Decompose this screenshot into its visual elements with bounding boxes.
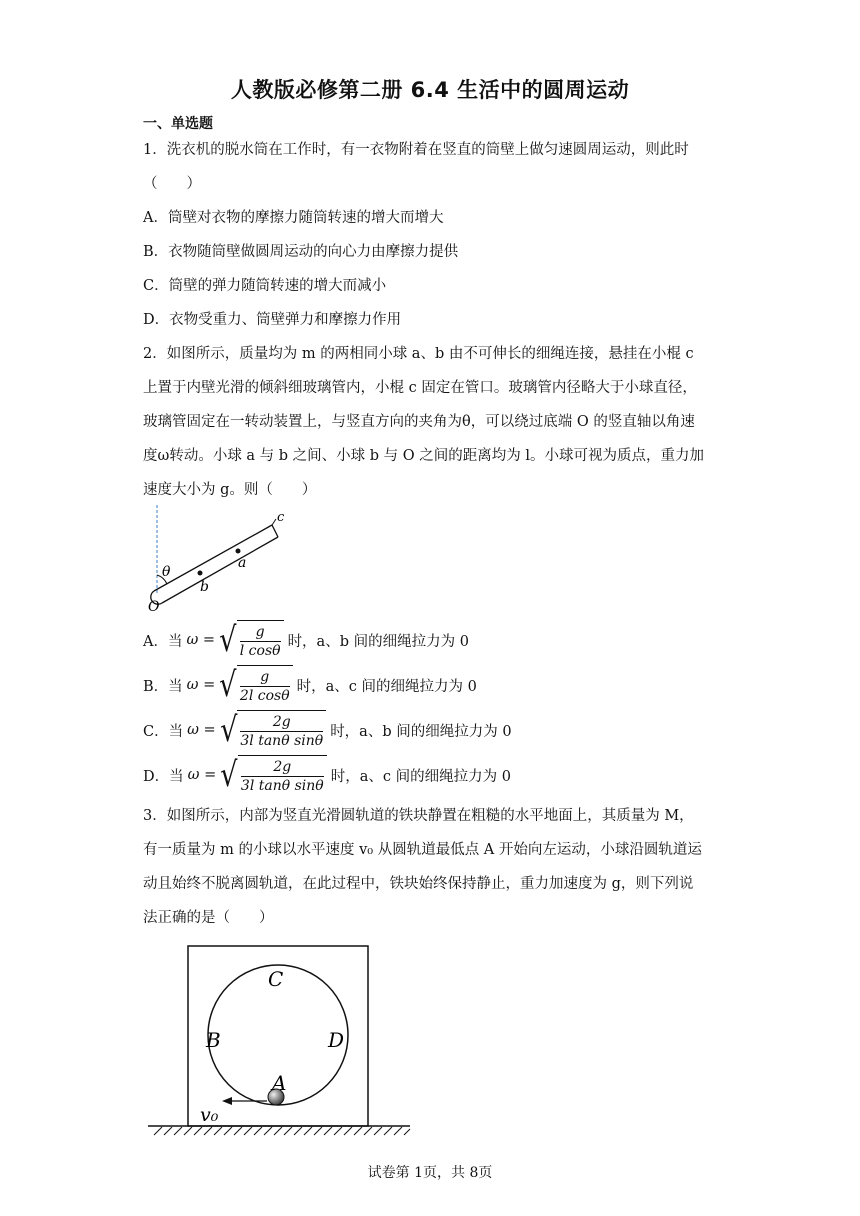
q1-option-c: C．筒壁的弹力随筒转速的增大而减小 [143,278,387,294]
page-footer: 试卷第 1页，共 8页 [367,1165,493,1181]
q1-option-a: A．筒壁对衣物的摩擦力随筒转速的增大而增大 [143,210,444,226]
label-point-a: A [272,1071,287,1095]
fraction-numerator: g [240,668,290,687]
q1-stem-line-1: 1．洗衣机的脱水筒在工作时，有一衣物附着在竖直的筒壁上做匀速圆周运动，则此时 [143,142,689,158]
option-tail: 时，a、c 间的细绳拉力为 0 [330,768,511,785]
q3-stem-line-2: 有一质量为 m 的小球以水平速度 v₀ 从圆轨道最低点 A 开始向左运动，小球沿圆轨道运 [143,842,702,858]
q3-stem-line-3: 动且始终不脱离圆轨道，在此过程中，铁块始终保持静止，重力加速度为 g，则下列说 [143,876,694,892]
ball-b [198,571,203,576]
label-v0: v₀ [200,1104,219,1126]
fraction-denominator: 3l tanθ sinθ [240,778,324,794]
label-theta: θ [162,564,171,580]
option-tail: 时，a、c 间的细绳拉力为 0 [296,678,477,695]
stick-c [272,519,276,525]
option-tail: 时，a、b 间的细绳拉力为 0 [330,723,512,740]
omega-eq: ω = [187,767,217,783]
label-b: b [200,579,209,595]
ball-a [236,549,241,554]
q3-track-figure [148,940,418,1145]
label-point-c: C [268,967,284,991]
fraction-numerator: g [240,623,281,642]
fraction-denominator: l cosθ [239,643,281,659]
option-label: C．当 [143,723,184,740]
q2-option-b [143,665,477,705]
q2-option-a [143,620,469,660]
label-point-d: D [328,1028,345,1052]
q2-stem-line-3: 玻璃管固定在一转动装置上，与竖直方向的夹角为θ，可以绕过底端 O 的竖直轴以角速 [143,414,695,430]
q2-option-c [143,710,512,750]
velocity-arrowhead [222,1097,232,1105]
sqrt-expression: √ $\frac{g}{\text{l cosθ}}$ [217,620,283,660]
q2-stem-line-4: 度ω转动。小球 a 与 b 之间、小球 b 与 O 之间的距离均为 l。小球可视为质点，重力加 [143,448,705,464]
label-c: c [277,510,285,525]
q2-tube-figure [140,505,300,615]
fraction-numerator: 2g [240,713,323,732]
q2-option-d [143,755,511,795]
label-o: O [148,599,160,615]
sqrt-expression: √ $\frac{2g}{\text{3l tanθ sinθ}}$ [218,710,326,750]
section-heading: 一、单选题 [143,116,213,132]
q2-stem-line-1: 2．如图所示，质量均为 m 的两相同小球 a、b 由不可伸长的细绳连接，悬挂在小棍 c [143,346,694,362]
q3-stem-line-4: 法正确的是（ ） [143,910,274,926]
option-label: B．当 [143,678,183,695]
option-tail: 时，a、b 间的细绳拉力为 0 [287,633,469,650]
q1-stem-line-2: （ ） [143,176,201,192]
q1-option-d: D．衣物受重力、筒壁弹力和摩擦力作用 [143,312,402,328]
option-label: A．当 [143,633,183,650]
q3-stem-line-1: 3．如图所示，内部为竖直光滑圆轨道的铁块静置在粗糙的水平地面上，其质量为 M， [143,808,694,824]
fraction-numerator: 2g [241,758,324,777]
omega-eq: ω = [186,632,216,648]
fraction-denominator: 2l cosθ [239,688,290,704]
q1-option-b: B．衣物随筒壁做圆周运动的向心力由摩擦力提供 [143,244,459,260]
fraction-denominator: 3l tanθ sinθ [240,733,324,749]
ground-surface [148,1126,410,1135]
page-title: 人教版必修第二册 6.4 生活中的圆周运动 [230,78,630,102]
option-label: D．当 [143,768,184,785]
omega-eq: ω = [187,722,216,738]
sqrt-expression: √ $\frac{g}{\text{2l cosθ}}$ [217,665,292,705]
sqrt-expression: √ $\frac{2g}{\text{3l tanθ sinθ}}$ [218,755,326,795]
label-point-b: B [206,1028,221,1052]
q2-stem-line-5: 速度大小为 g。则（ ） [143,482,317,498]
omega-eq: ω = [186,677,216,693]
label-a: a [238,555,247,571]
q2-stem-line-2: 上置于内壁光滑的倾斜细玻璃管内，小棍 c 固定在管口。玻璃管内径略大于小球直径， [143,380,697,396]
